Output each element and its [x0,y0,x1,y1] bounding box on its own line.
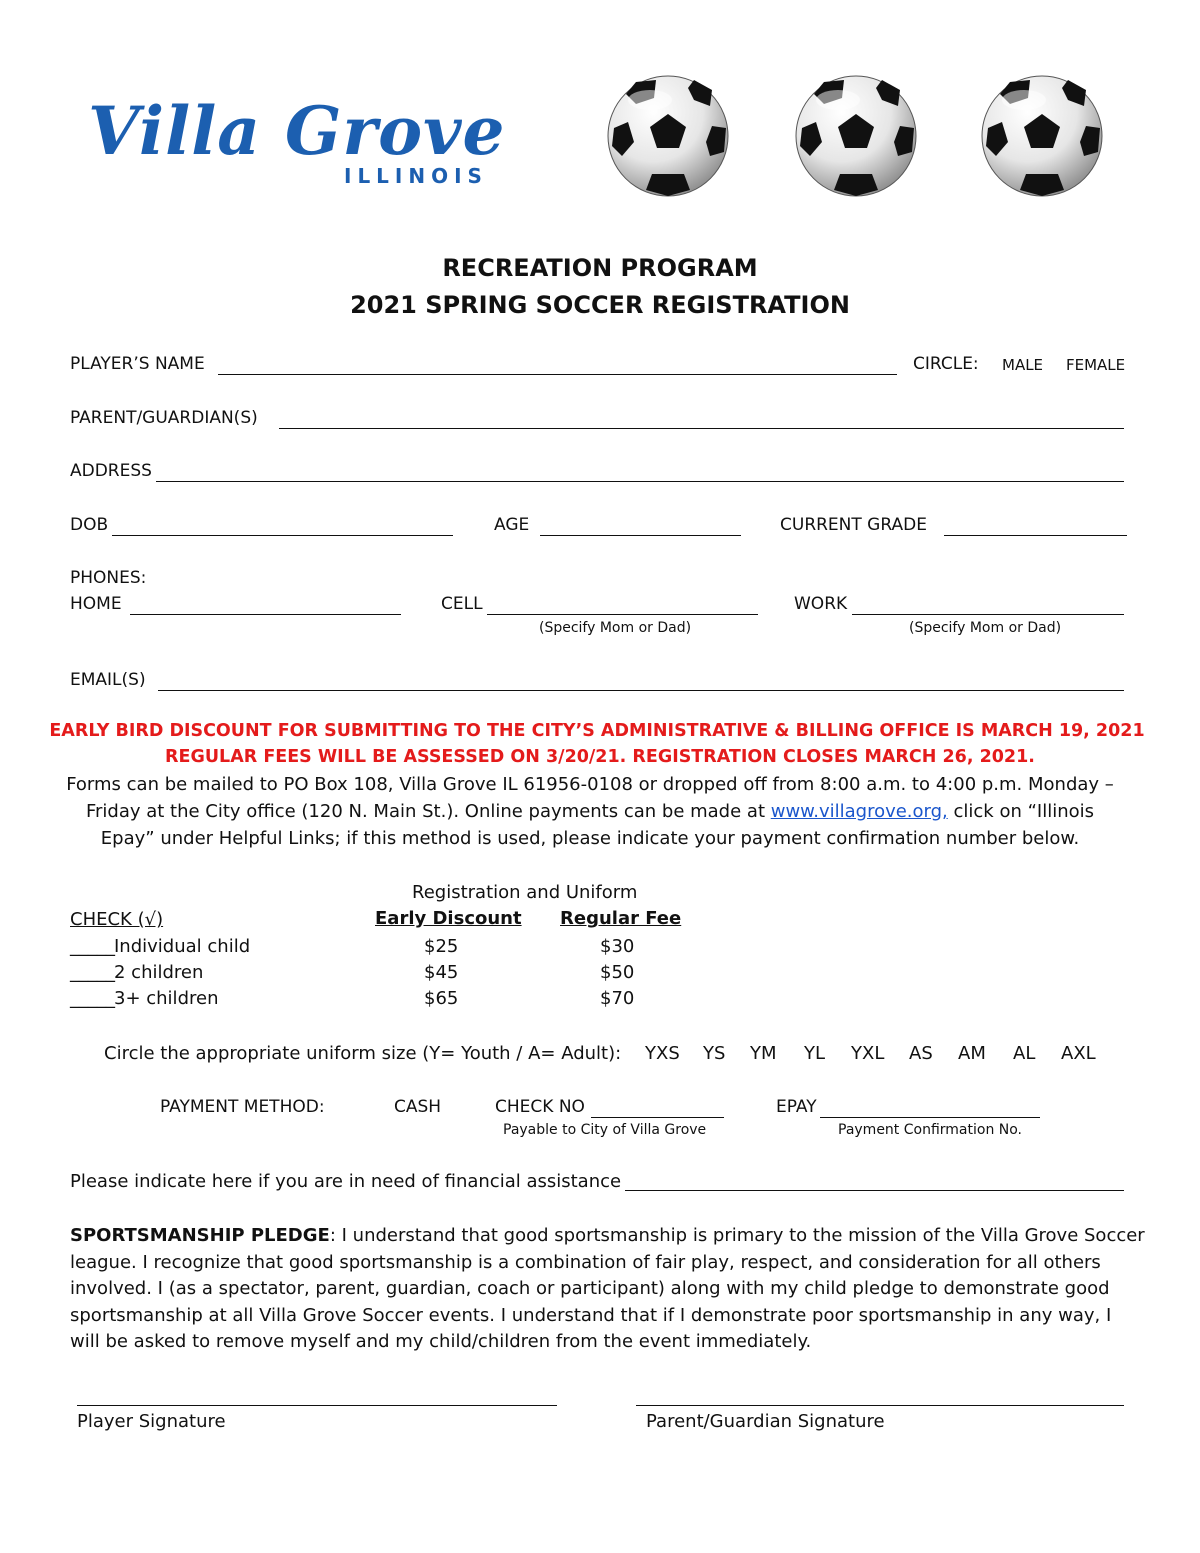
fee-row [70,988,670,1012]
work-specify-hint: (Specify Mom or Dad) [909,620,1062,636]
parent-signature-label: Parent/Guardian Signature [646,1411,885,1432]
pledge-line-4: sportsmanship at all Villa Grove Soccer events. I understand that if I demonstrate poor sportsmanship in any way, I [70,1305,1112,1326]
circle-label: CIRCLE: [913,354,979,374]
instructions-text-pre: Friday at the City office (120 N. Main St.). Online payments can be made at [85,801,771,822]
financial-assistance-label: Please indicate here if you are in need of financial assistance [70,1171,622,1192]
parent-signature-line[interactable] [636,1405,1124,1406]
address-label: ADDRESS [70,461,152,481]
size-option-am[interactable]: AM [958,1043,986,1064]
address-field[interactable] [156,481,1124,482]
age-label: AGE [494,515,530,535]
phones-label: PHONES: [70,568,147,588]
fee-early: $45 [424,962,459,983]
fee-check-blank[interactable]: _____ [70,988,115,1009]
soccer-ball-2 [796,76,916,196]
size-option-ys[interactable]: YS [703,1043,726,1064]
payment-method-label: PAYMENT METHOD: [160,1097,325,1117]
player-signature-line[interactable] [77,1405,557,1406]
fee-check-blank[interactable]: _____ [70,936,115,957]
fee-label: Individual child [114,936,251,957]
emails-field[interactable] [158,690,1124,691]
player-name-label: PLAYER’S NAME [70,354,205,374]
early-discount-header: Early Discount [375,908,522,929]
cell-specify-hint: (Specify Mom or Dad) [539,620,692,636]
parent-guardian-field[interactable] [279,428,1124,429]
age-field[interactable] [540,535,741,536]
confirmation-hint: Payment Confirmation No. [838,1122,1023,1138]
fee-row [70,936,670,960]
size-option-ym[interactable]: YM [750,1043,777,1064]
fee-group-header: Registration and Uniform [412,882,638,903]
uniform-size-label: Circle the appropriate uniform size (Y= Youth / A= Adult): [104,1043,622,1064]
dob-field[interactable] [112,535,453,536]
pledge-text-1: I understand that good sportsmanship is primary to the mission of the Villa Grove Soccer [335,1225,1145,1246]
size-option-axl[interactable]: AXL [1061,1043,1096,1064]
pledge-title: SPORTSMANSHIP PLEDGE [70,1225,330,1246]
fee-regular: $30 [600,936,635,957]
player-name-field[interactable] [218,374,897,375]
financial-assistance-field[interactable] [625,1190,1124,1191]
size-option-yxl[interactable]: YXL [851,1043,885,1064]
player-signature-label: Player Signature [77,1411,226,1432]
regular-fees-notice: REGULAR FEES WILL BE ASSESSED ON 3/20/21. REGISTRATION CLOSES MARCH 26, 2021. [165,747,1035,767]
home-phone-label: HOME [70,594,122,614]
check-header: CHECK (√) [70,909,164,930]
cell-phone-label: CELL [441,594,483,614]
emails-label: EMAIL(S) [70,670,146,690]
size-option-yxs[interactable]: YXS [645,1043,680,1064]
home-phone-field[interactable] [130,614,401,615]
logo-state: ILLINOIS [344,164,488,188]
fee-row [70,962,670,986]
soccer-ball-1 [608,76,728,196]
mail-instructions-line-1: Forms can be mailed to PO Box 108, Villa Grove IL 61956-0108 or dropped off from 8:00 a.m. to 4:00 p.m. Monday – [66,774,1114,795]
female-option[interactable]: FEMALE [1066,356,1126,374]
current-grade-field[interactable] [944,535,1127,536]
size-option-as[interactable]: AS [909,1043,933,1064]
fee-label: 2 children [114,962,204,983]
fee-regular: $50 [600,962,635,983]
logo-wordmark: Villa Grove [88,92,506,170]
pledge-line-1 [70,1225,1145,1246]
epay-label: EPAY [776,1097,817,1117]
parent-guardian-label: PARENT/GUARDIAN(S) [70,408,258,428]
pledge-colon: : [329,1225,336,1246]
fee-early: $65 [424,988,459,1009]
check-no-field[interactable] [591,1117,724,1118]
epay-field[interactable] [820,1117,1040,1118]
mail-instructions-line-3: Epay” under Helpful Links; if this method is used, please indicate your payment confirmation number below. [100,828,1080,849]
payable-hint: Payable to City of Villa Grove [503,1122,707,1138]
size-option-yl[interactable]: YL [804,1043,826,1064]
work-phone-label: WORK [794,594,848,614]
title-line-1: RECREATION PROGRAM [442,254,758,282]
male-option[interactable]: MALE [1002,356,1044,374]
fee-label: 3+ children [114,988,219,1009]
pledge-line-2: league. I recognize that good sportsmanship is a combination of fair play, respect, and consideration for all others [70,1252,1101,1273]
fee-regular: $70 [600,988,635,1009]
dob-label: DOB [70,515,109,535]
early-bird-notice: EARLY BIRD DISCOUNT FOR SUBMITTING TO THE CITY’S ADMINISTRATIVE & BILLING OFFICE IS MARCH 19, 2021 [49,721,1145,741]
work-phone-field[interactable] [852,614,1124,615]
pledge-line-3: involved. I (as a spectator, parent, guardian, coach or participant) along with my child pledge to demonstrate good [70,1278,1110,1299]
villagrove-link[interactable]: www.villagrove.org, [770,801,948,822]
check-no-label: CHECK NO [495,1097,585,1117]
soccer-balls [600,70,1120,210]
current-grade-label: CURRENT GRADE [780,515,927,535]
cash-option[interactable]: CASH [394,1097,442,1117]
villa-grove-logo [88,92,506,202]
title-line-2: 2021 SPRING SOCCER REGISTRATION [350,291,850,319]
soccer-ball-3 [982,76,1102,196]
pledge-line-5: will be asked to remove myself and my child/children from the event immediately. [70,1331,812,1352]
fee-check-blank[interactable]: _____ [70,962,115,983]
mail-instructions-line-2 [0,801,1180,822]
instructions-text-post: click on “Illinois [947,801,1095,822]
cell-phone-field[interactable] [487,614,758,615]
regular-fee-header: Regular Fee [560,908,682,929]
fee-early: $25 [424,936,459,957]
size-option-al[interactable]: AL [1013,1043,1036,1064]
